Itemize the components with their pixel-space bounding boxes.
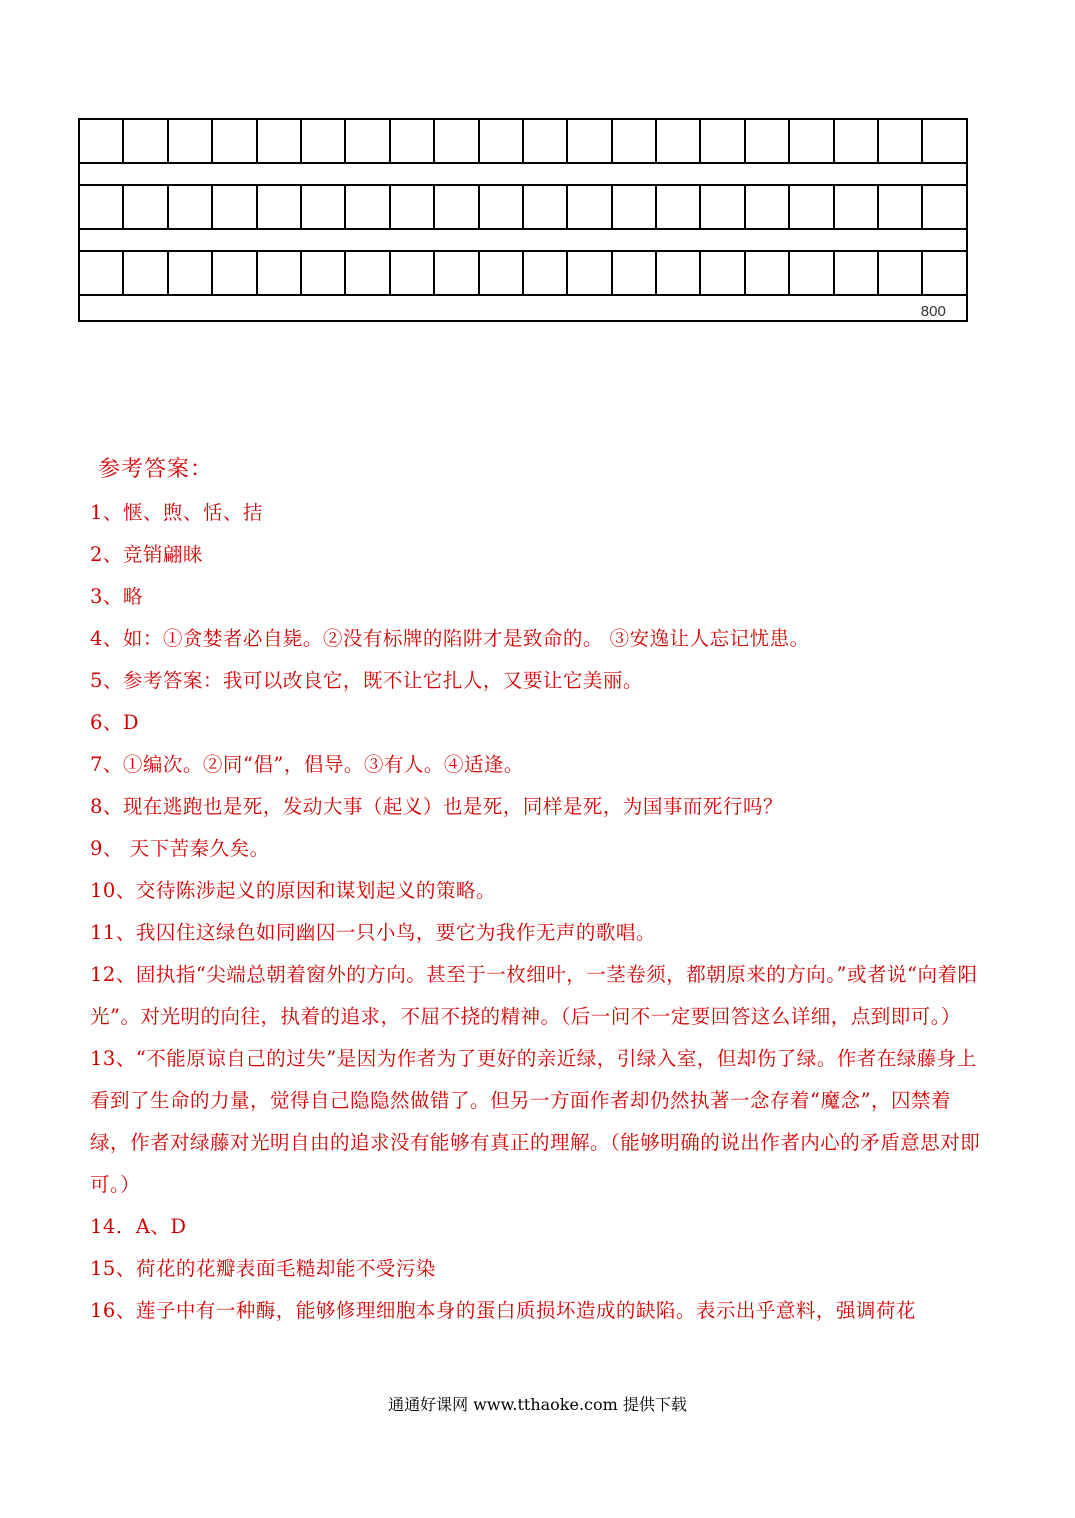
grid-cell (612, 119, 656, 163)
grid-cell (301, 185, 345, 229)
grid-cell (656, 185, 700, 229)
answer-item: 5、参考答案：我可以改良它，既不让它扎人，又要让它美丽。 (90, 669, 643, 692)
grid-cell (390, 251, 434, 295)
grid-cell (257, 251, 301, 295)
answer-item: 3、略 (90, 585, 143, 608)
grid-cell (257, 185, 301, 229)
grid-cell (434, 119, 478, 163)
grid-cell (434, 185, 478, 229)
grid-cell (567, 119, 611, 163)
grid-cell (168, 185, 212, 229)
answer-item: 15、荷花的花瓣表面毛糙却能不受污染 (90, 1257, 436, 1280)
grid-cell (922, 119, 966, 163)
grid-cell (345, 251, 389, 295)
grid-cell (523, 251, 567, 295)
word-count-label: 800 (920, 303, 946, 320)
grid-gap-cell (79, 229, 967, 251)
grid-cell (479, 185, 523, 229)
grid-cell (612, 251, 656, 295)
page-footer: 通通好课网 www.tthaoke.com 提供下载 (388, 1395, 687, 1414)
grid-cell (834, 119, 878, 163)
answer-item: 7、①编次。②同“倡”，倡导。③有人。④适逢。 (90, 753, 524, 776)
grid-cell (789, 185, 833, 229)
grid-cell (168, 119, 212, 163)
grid-cell (878, 185, 922, 229)
grid-table (78, 118, 968, 322)
answer-item: 9、 天下苦秦久矣。 (90, 837, 270, 860)
grid-cell (567, 185, 611, 229)
grid-gap-row (79, 163, 967, 185)
grid-cell (390, 185, 434, 229)
grid-cell (212, 119, 256, 163)
grid-cell (789, 251, 833, 295)
grid-cell (523, 185, 567, 229)
grid-cell (834, 251, 878, 295)
grid-cell (745, 251, 789, 295)
grid-cell (390, 119, 434, 163)
grid-cell (123, 251, 167, 295)
grid-row (79, 185, 967, 229)
grid-cell (878, 119, 922, 163)
answer-item: 14．A、D (90, 1215, 187, 1238)
grid-cell (834, 185, 878, 229)
grid-row (79, 119, 967, 163)
answer-item: 10、交待陈涉起义的原因和谋划起义的策略。 (90, 879, 496, 902)
answer-item: 11、我囚住这绿色如同幽囚一只小鸟，要它为我作无声的歌唱。 (90, 921, 656, 944)
grid-cell (878, 251, 922, 295)
grid-cell (257, 119, 301, 163)
composition-grid (78, 118, 966, 321)
answer-item: 16、莲子中有一种酶，能够修理细胞本身的蛋白质损坏造成的缺陷。表示出乎意料，强调荷花 (90, 1299, 916, 1322)
grid-cell (79, 251, 123, 295)
answer-item: 4、如：①贪婪者必自毙。②没有标牌的陷阱才是致命的。 ③安逸让人忘记忧患。 (90, 627, 810, 650)
answer-item: 2、竞销翩睐 (90, 543, 203, 566)
grid-cell (168, 251, 212, 295)
grid-cell (345, 119, 389, 163)
grid-cell (922, 185, 966, 229)
grid-cell (345, 185, 389, 229)
grid-cell (700, 185, 744, 229)
grid-cell (656, 251, 700, 295)
answer-item: 12、固执指“尖端总朝着窗外的方向。甚至于一枚细叶，一茎卷须，都朝原来的方向。”或者说“向着阳光”。对光明的向往，执着的追求，不屈不挠的精神。（后一问不一定要回答这么详细，点到即可。） (90, 963, 978, 1028)
grid-cell (301, 119, 345, 163)
grid-cell (434, 251, 478, 295)
grid-row (79, 251, 967, 295)
grid-gap-cell (79, 295, 967, 321)
grid-cell (700, 251, 744, 295)
answers-heading: 参考答案： (98, 457, 214, 482)
grid-cell (656, 119, 700, 163)
grid-cell (301, 251, 345, 295)
grid-cell (922, 251, 966, 295)
grid-cell (79, 185, 123, 229)
grid-cell (123, 185, 167, 229)
grid-cell (745, 185, 789, 229)
answer-item: 6、D (90, 711, 140, 734)
grid-gap-cell (79, 163, 967, 185)
answer-item: 8、现在逃跑也是死，发动大事（起义）也是死，同样是死，为国事而死行吗？ (90, 795, 783, 818)
grid-gap-row (79, 295, 967, 321)
grid-gap-row (79, 229, 967, 251)
grid-cell (479, 119, 523, 163)
answer-item: 1、惬、煦、恬、拮 (90, 501, 263, 524)
answer-section (90, 452, 990, 1332)
grid-cell (479, 251, 523, 295)
answer-item: 13、“不能原谅自己的过失”是因为作者为了更好的亲近绿，引绿入室，但却伤了绿。作者在绿藤身上看到了生命的力量，觉得自己隐隐然做错了。但另一方面作者却仍然执著一念存着“魔念”，囚禁着绿，作者对绿藤对光明自由的追求没有能够有真正的理解。（能够明确的说出作者内心的矛盾意思对即可。） (90, 1047, 981, 1196)
grid-cell (700, 119, 744, 163)
grid-cell (745, 119, 789, 163)
grid-cell (612, 185, 656, 229)
grid-cell (789, 119, 833, 163)
grid-cell (567, 251, 611, 295)
grid-cell (523, 119, 567, 163)
grid-cell (79, 119, 123, 163)
grid-cell (123, 119, 167, 163)
grid-cell (212, 185, 256, 229)
grid-cell (212, 251, 256, 295)
